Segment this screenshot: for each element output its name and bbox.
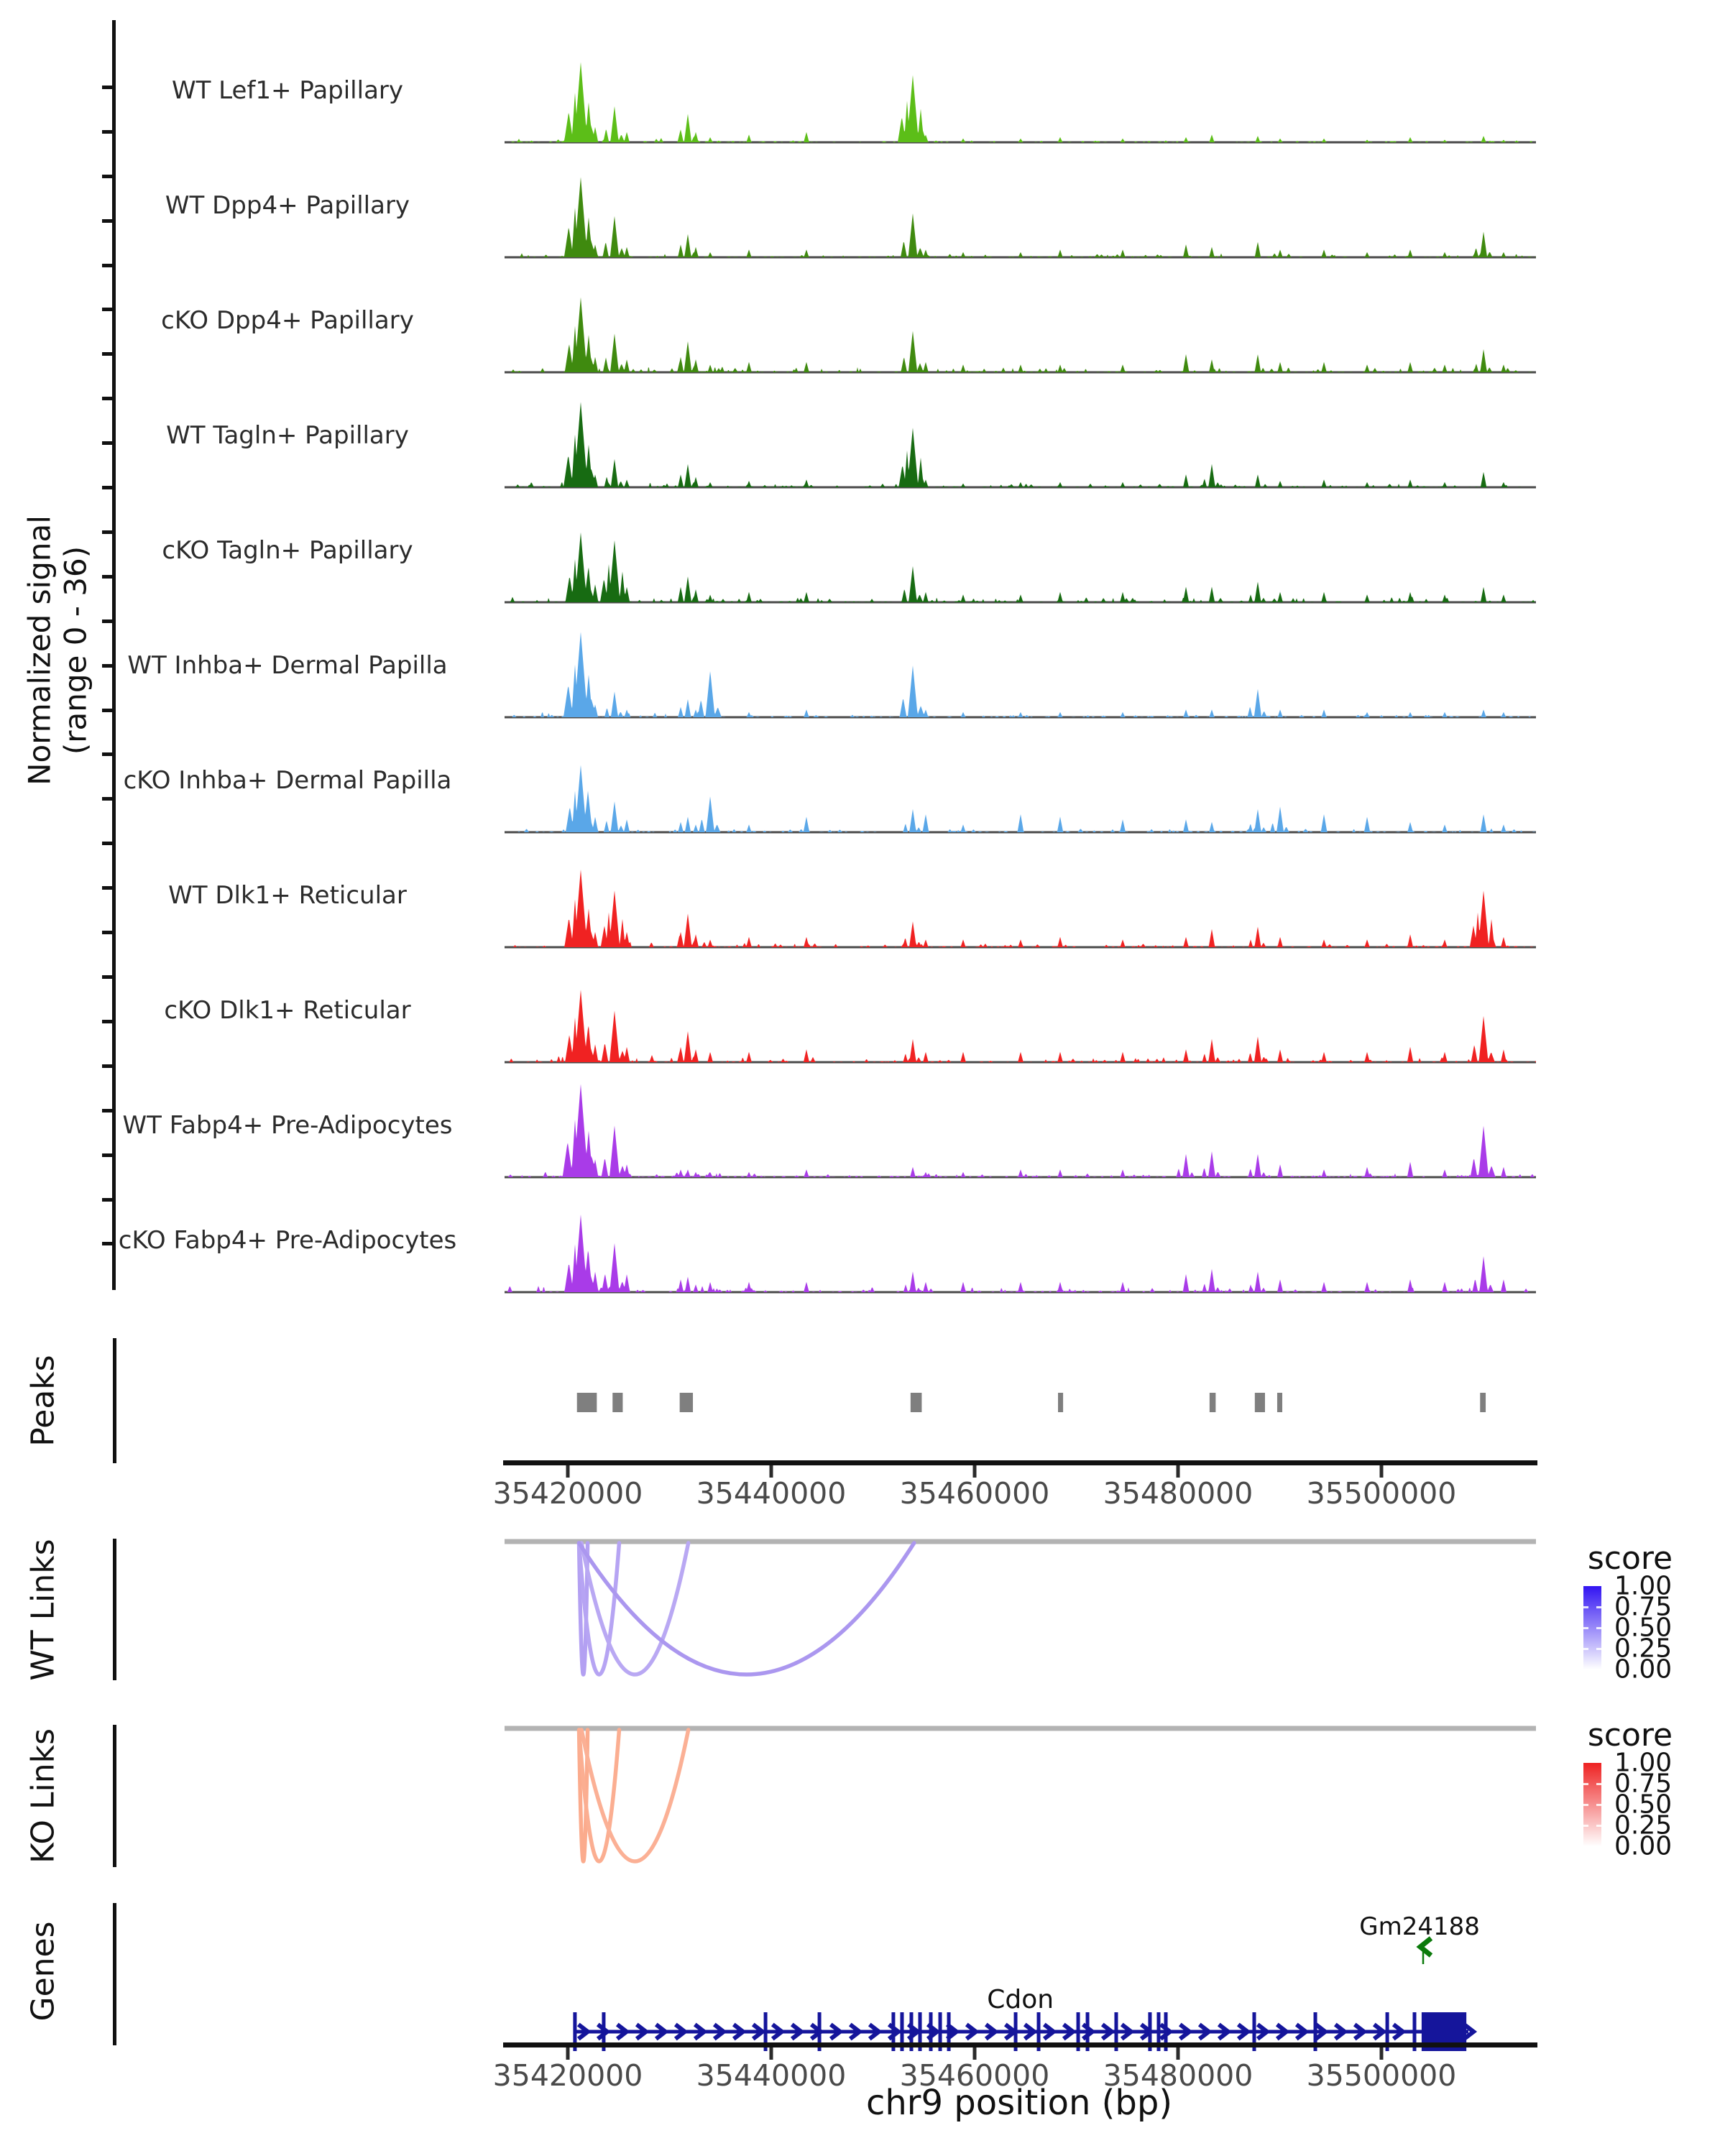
peak-box-3	[911, 1393, 922, 1412]
axis-line	[0, 2042, 1725, 2064]
axis-line	[0, 1460, 1725, 1482]
peak-boxes	[0, 1387, 1725, 1419]
legend-tick-mark	[1583, 1783, 1588, 1785]
signal-y-tick	[102, 1064, 113, 1068]
track-signal-5	[0, 609, 1725, 719]
legend-tick-mark	[1583, 1648, 1588, 1650]
legend-tick-label-0.75: 0.75	[1614, 1769, 1673, 1799]
link-arc-2	[581, 1543, 689, 1674]
axis-tick-label-35480000: 35480000	[1103, 2058, 1254, 2093]
peak-box-8	[1480, 1393, 1486, 1412]
track-label-6: cKO Inhba+ Dermal Papilla	[123, 766, 452, 795]
peak-box-7	[1277, 1393, 1282, 1412]
track-signal-2	[0, 264, 1725, 374]
track-signal-4	[0, 494, 1725, 604]
legend-tick-label-0.50: 0.50	[1614, 1613, 1673, 1643]
track-label-7: WT Dlk1+ Reticular	[168, 881, 407, 910]
legend-tick-label-0.50: 0.50	[1614, 1789, 1673, 1820]
axis-tick-label-35460000: 35460000	[899, 2058, 1050, 2093]
track-label-4: cKO Tagln+ Papillary	[162, 536, 413, 565]
x-axis-title: chr9 position (bp)	[865, 2083, 1173, 2123]
track-label-1: WT Dpp4+ Papillary	[165, 191, 410, 220]
links-arcs	[0, 1538, 1725, 1685]
peak-box-5	[1210, 1393, 1215, 1412]
legend-tick-mark	[1596, 1648, 1601, 1650]
axis-tick-label-35420000: 35420000	[492, 1476, 643, 1511]
track-signal-1	[0, 149, 1725, 259]
track-signal-9	[0, 1069, 1725, 1179]
wt-links-section-label: WT Links	[24, 1539, 62, 1681]
legend-tick-mark	[1596, 1606, 1601, 1608]
axis-tick-label-35500000: 35500000	[1306, 1476, 1457, 1511]
peaks-section-label: Peaks	[24, 1355, 62, 1447]
track-signal-8	[0, 954, 1725, 1064]
axis-tick-label-35460000: 35460000	[899, 1476, 1050, 1511]
track-label-2: cKO Dpp4+ Papillary	[161, 306, 414, 335]
legend-tick-label-0.00: 0.00	[1614, 1831, 1673, 1861]
peak-box-2	[680, 1393, 693, 1412]
legend-tick-label-0.00: 0.00	[1614, 1654, 1673, 1685]
links-arcs	[0, 1725, 1725, 1872]
track-signal-0	[0, 34, 1725, 144]
link-arc-2	[581, 1730, 689, 1861]
track-signal-7	[0, 839, 1725, 949]
track-label-0: WT Lef1+ Papillary	[171, 76, 404, 105]
peak-box-1	[612, 1393, 622, 1412]
gene-label-Cdon: Cdon	[987, 1985, 1054, 2014]
track-signal-6	[0, 724, 1725, 834]
wt-score-legend-gradient	[1583, 1586, 1601, 1669]
peak-box-0	[577, 1393, 597, 1412]
track-label-3: WT Tagln+ Papillary	[166, 421, 409, 450]
track-signal-10	[0, 1184, 1725, 1294]
axis-tick-label-35480000: 35480000	[1103, 1476, 1254, 1511]
legend-tick-label-0.25: 0.25	[1614, 1634, 1673, 1664]
ko-links-section-label: KO Links	[24, 1728, 62, 1864]
legend-tick-label-1.00: 1.00	[1614, 1571, 1673, 1601]
track-label-9: WT Fabp4+ Pre-Adipocytes	[122, 1111, 453, 1140]
wt-score-legend-title: score	[1587, 1540, 1673, 1577]
track-signal-3	[0, 379, 1725, 489]
y-axis-title-line2: (range 0 - 36)	[58, 545, 93, 755]
ko-score-legend-title: score	[1587, 1717, 1673, 1754]
genes-section-label: Genes	[24, 1921, 62, 2022]
track-label-10: cKO Fabp4+ Pre-Adipocytes	[118, 1226, 457, 1255]
track-label-8: cKO Dlk1+ Reticular	[164, 996, 411, 1025]
axis-tick-label-35440000: 35440000	[696, 1476, 847, 1511]
ko-score-legend-gradient	[1583, 1763, 1601, 1846]
legend-tick-mark	[1596, 1627, 1601, 1629]
link-arc-3	[579, 1543, 914, 1674]
legend-tick-mark	[1596, 1783, 1601, 1785]
legend-tick-mark	[1596, 1804, 1601, 1806]
peak-box-6	[1255, 1393, 1265, 1412]
axis-tick-label-35440000: 35440000	[696, 2058, 847, 2093]
gene-label-Gm24188: Gm24188	[1359, 1912, 1480, 1941]
track-label-5: WT Inhba+ Dermal Papilla	[127, 651, 448, 680]
legend-tick-mark	[1596, 1825, 1601, 1827]
axis-tick-label-35420000: 35420000	[492, 2058, 643, 2093]
legend-tick-label-1.00: 1.00	[1614, 1748, 1673, 1778]
y-axis-title-line1: Normalized signal	[22, 515, 58, 786]
peak-box-4	[1058, 1393, 1063, 1412]
legend-tick-mark	[1583, 1627, 1588, 1629]
genes-glyphs	[0, 1897, 1725, 2052]
legend-tick-label-0.75: 0.75	[1614, 1592, 1673, 1622]
axis-tick-label-35500000: 35500000	[1306, 2058, 1457, 2093]
legend-tick-mark	[1583, 1825, 1588, 1827]
legend-tick-mark	[1583, 1804, 1588, 1806]
legend-tick-mark	[1583, 1606, 1588, 1608]
legend-tick-label-0.25: 0.25	[1614, 1810, 1673, 1841]
